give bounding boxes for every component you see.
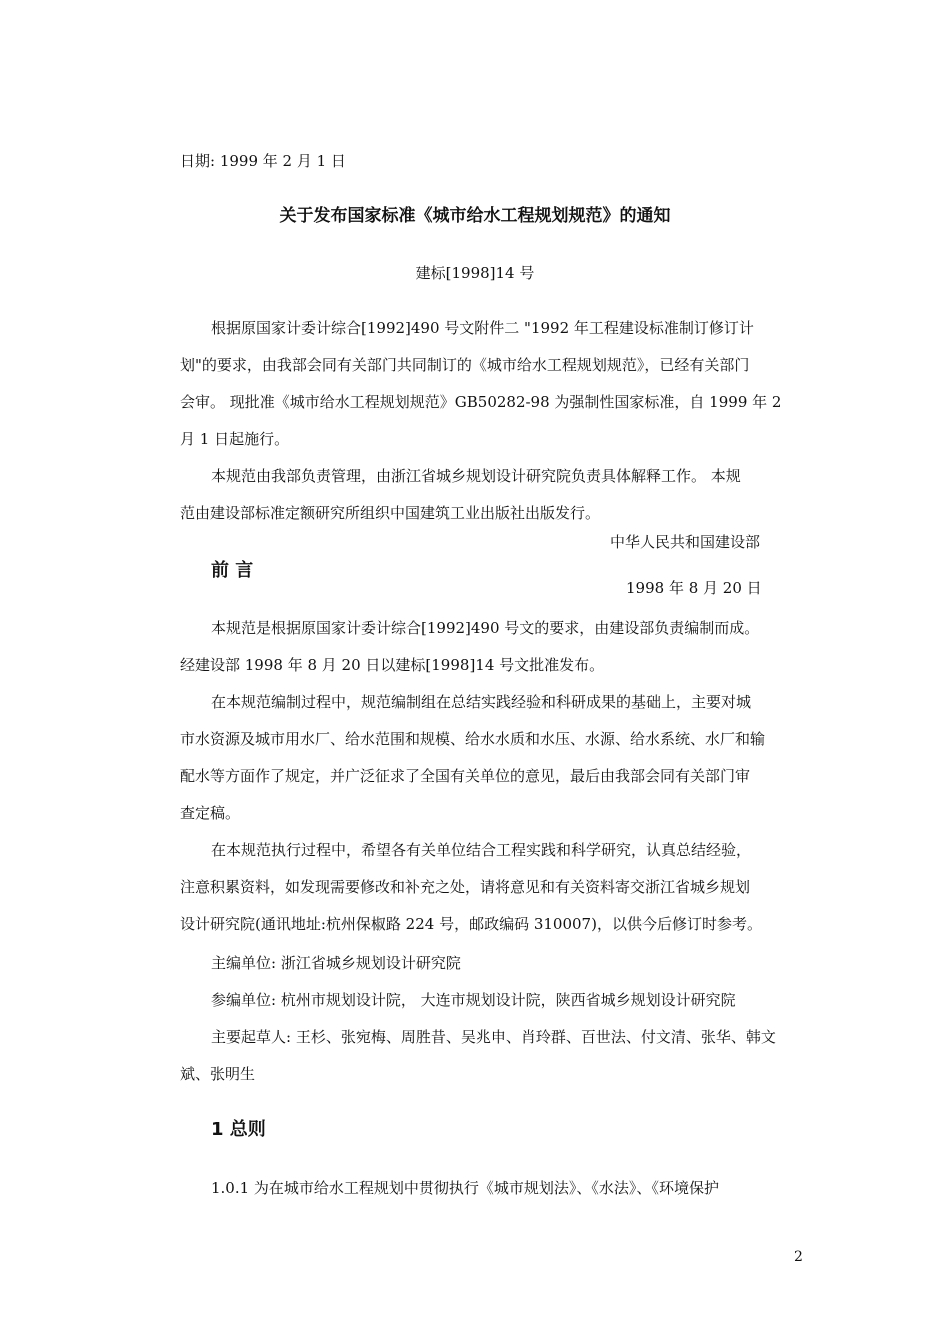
preface-heading: 前 言 [211, 560, 254, 581]
text-line: 查定稿。 [180, 804, 241, 822]
text-line: 划"的要求，由我部会同有关部门共同制订的《城市给水工程规划规范》，已经有关部门 [180, 356, 750, 374]
text-line: 斌、张明生 [180, 1065, 256, 1083]
participating-units: 参编单位: 杭州市规划设计院， 大连市规划设计院，陕西省城乡规划设计研究院 [211, 991, 736, 1009]
issuer: 中华人民共和国建设部 [610, 533, 761, 551]
date-line: 日期: 1999 年 2 月 1 日 [180, 152, 346, 170]
text-line: 范由建设部标准定额研究所组织中国建筑工业出版社出版发行。 [180, 504, 601, 522]
page-number: 2 [794, 1249, 803, 1265]
text-line: 根据原国家计委计综合[1992]490 号文附件二 "1992 年工程建设标准制订修订计 [211, 319, 754, 337]
text-line: 本规范由我部负责管理，由浙江省城乡规划设计研究院负责具体解释工作。 本规 [211, 467, 741, 485]
text-line: 设计研究院(通讯地址:杭州保椒路 224 号，邮政编码 310007)，以供今后修订时参考。 [180, 915, 762, 933]
text-line: 配水等方面作了规定，并广泛征求了全国有关单位的意见，最后由我部会同有关部门审 [180, 767, 751, 785]
doc-number: 建标[1998]14 号 [415, 264, 535, 282]
text-line: 月 1 日起施行。 [180, 430, 290, 448]
issue-date: 1998 年 8 月 20 日 [626, 579, 762, 597]
text-line: 在本规范编制过程中，规范编制组在总结实践经验和科研成果的基础上，主要对城 [211, 693, 752, 711]
notice-title: 关于发布国家标准《城市给水工程规划规范》的通知 [279, 206, 671, 226]
text-line: 本规范是根据原国家计委计综合[1992]490 号文的要求，由建设部负责编制而成。 [211, 619, 760, 637]
chief-unit: 主编单位: 浙江省城乡规划设计研究院 [211, 954, 461, 972]
chapter-1-heading: 1 总则 [211, 1119, 266, 1140]
text-line: 主要起草人: 王杉、张宛梅、周胜昔、吴兆申、肖玲群、百世法、付文清、张华、韩文 [211, 1028, 776, 1046]
text-line: 经建设部 1998 年 8 月 20 日以建标[1998]14 号文批准发布。 [180, 656, 605, 674]
text-line: 会审。 现批准《城市给水工程规划规范》GB50282-98 为强制性国家标准，自 1999 年 2 [180, 393, 782, 411]
clause-1-0-1: 1.0.1 为在城市给水工程规划中贯彻执行《城市规划法》、《水法》、《环境保护 [211, 1179, 719, 1197]
text-line: 市水资源及城市用水厂、给水范围和规模、给水水质和水压、水源、给水系统、水厂和输 [180, 730, 766, 748]
text-line: 在本规范执行过程中，希望各有关单位结合工程实践和科学研究，认真总结经验， [211, 841, 752, 859]
text-line: 注意积累资料，如发现需要修改和补充之处，请将意见和有关资料寄交浙江省城乡规划 [180, 878, 751, 896]
